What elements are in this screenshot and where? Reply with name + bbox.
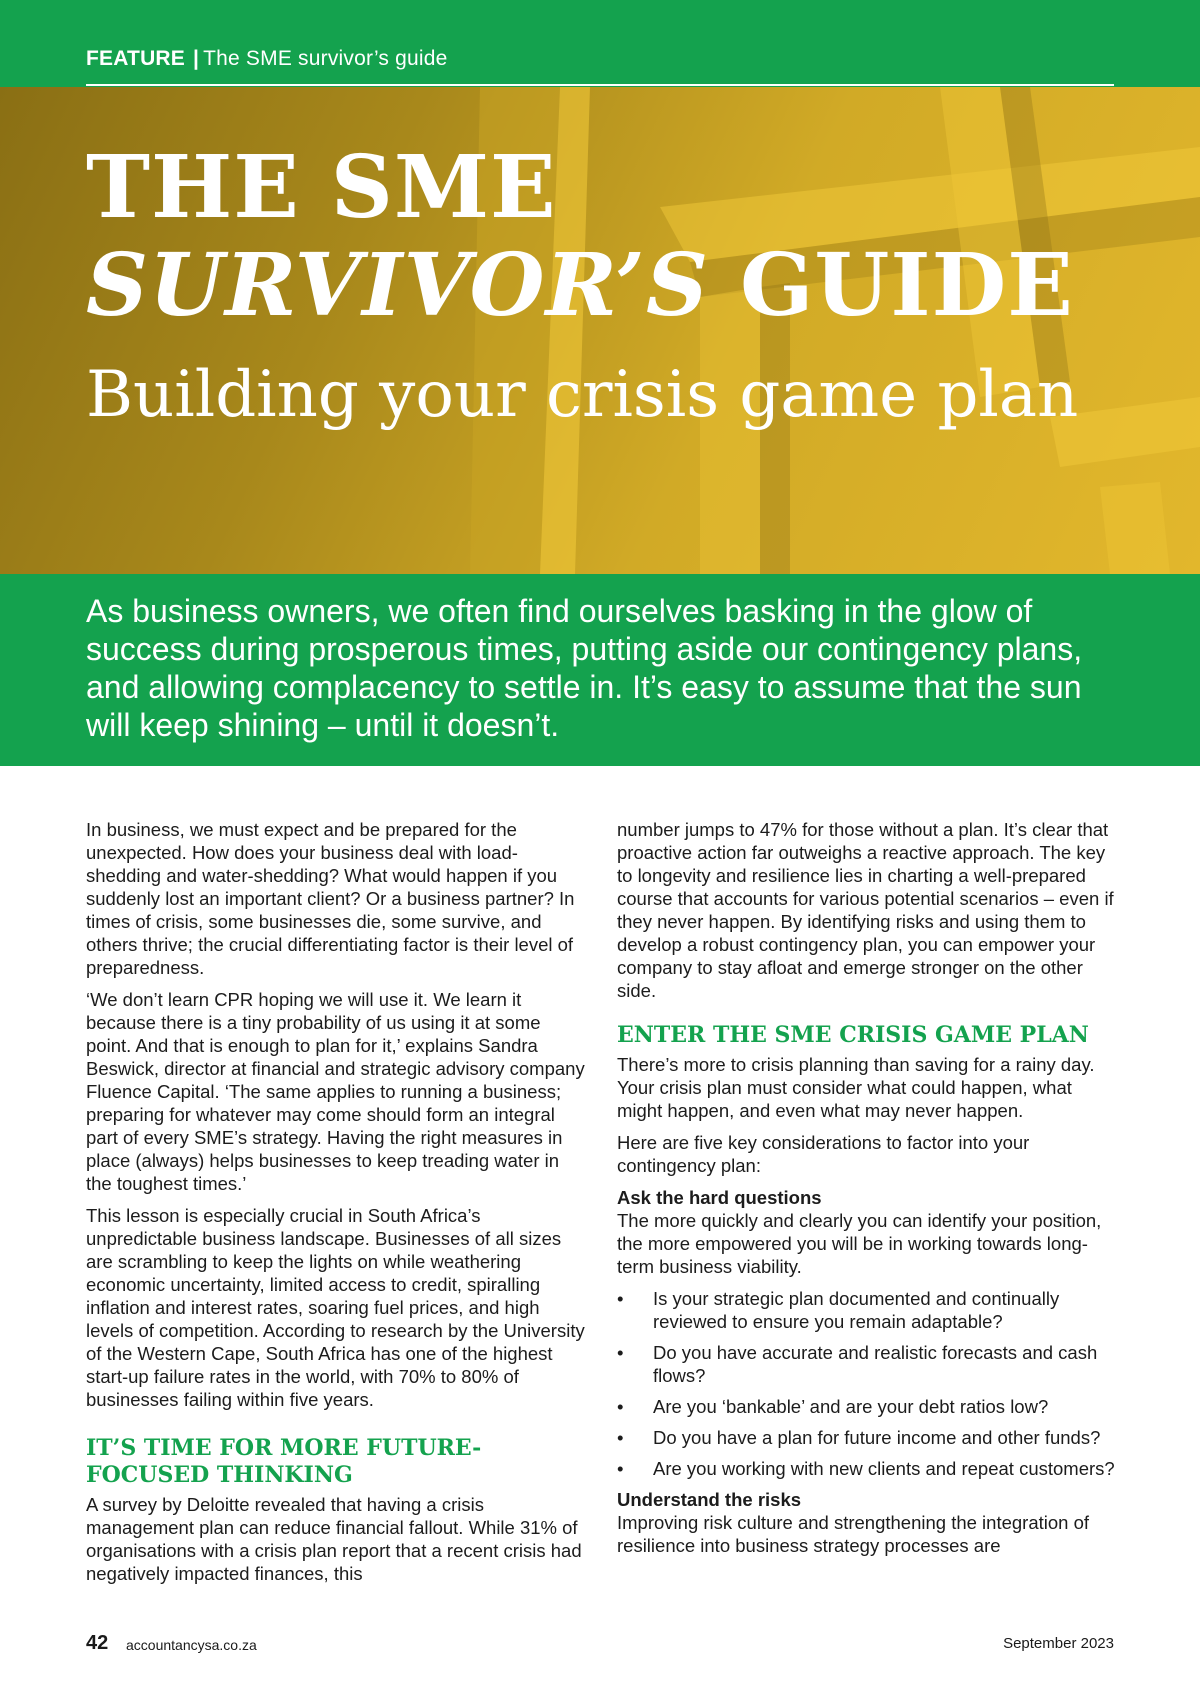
paragraph: This lesson is especially crucial in South Africa’s unpredictable business landscape. Businesses of all sizes are scrambling to keep the lights on while weathering economic uncertainty, limited access to credit, spiralling inflation and interest rates, soaring fuel prices, and high levels of competition. According to research by the University of the Western Cape, South Africa has one of the highest start-up failure rates in the world, with 70% to 80% of businesses failing within five years. [86,1205,585,1410]
page-number: 42 [86,1632,109,1654]
bullet-list [617,1287,1117,1480]
section-heading: IT’S TIME FOR MORE FUTURE-FOCUSED THINKING [86,1435,482,1488]
list-item-text: Do you have accurate and realistic forecasts and cash flows? [653,1342,1098,1386]
article-column-left [86,818,586,1594]
issue-date: September 2023 [1003,1635,1114,1652]
list-item [617,1287,1117,1333]
paragraph: A survey by Deloitte revealed that having a crisis management plan can reduce financial fallout. While 31% of organisations with a crisis plan report that a recent crisis had negatively impacted finances, this [86,1494,582,1584]
section-name: FEATURE [86,47,186,70]
headline-guide-word: GUIDE [709,235,1074,336]
article-column-right [617,818,1117,1566]
paragraph: Improving risk culture and strengthening the integration of resilience into business strategy processes are [617,1512,1090,1556]
paragraph: Here are five key considerations to factor into your contingency plan: [617,1132,1030,1176]
section-heading: ENTER THE SME CRISIS GAME PLAN [617,1022,1089,1048]
paragraph: number jumps to 47% for those without a plan. It’s clear that proactive action far outweighs a reactive approach. The key to longevity and resilience lies in charting a well-prepared course that accounts for various potential scenarios – even if they never happen. By identifying risks and using them to develop a robust contingency plan, you can empower your company to stay afloat and emerge stronger on the other side. [617,819,1114,1001]
section-label [86,47,448,71]
subheading: Understand the risks [617,1489,802,1510]
headline-italic-word: SURVIVOR’S [86,235,710,336]
bullet-icon: • [617,1396,624,1417]
paragraph: There’s more to crisis planning than saving for a rainy day. Your crisis plan must consider what could happen, what might happen, and even what may never happen. [617,1054,1095,1121]
bullet-icon: • [617,1288,624,1309]
section-header-bar [0,0,1200,87]
list-item [617,1426,1117,1449]
headline-subtitle: Building your crisis game plan [86,358,1079,432]
page-footer [86,1632,1114,1662]
bullet-icon: • [617,1427,624,1448]
paragraph: In business, we must expect and be prepared for the unexpected. How does your business deal with load-shedding and water-shedding? What would happen if you suddenly lost an important client? Or a business partner? In times of crisis, some businesses die, some survive, and others thrive; the crucial differentiating factor is their level of preparedness. [86,819,575,978]
paragraph: The more quickly and clearly you can identify your position, the more empowered you will be in working towards long-term business viability. [617,1210,1102,1277]
standfirst-box [0,574,1200,766]
subheading: Ask the hard questions [617,1187,822,1208]
bullet-icon: • [617,1342,624,1363]
list-item-text: Do you have a plan for future income and other funds? [653,1427,1101,1448]
section-topic: The SME survivor’s guide [203,47,448,70]
headline-line-2 [86,235,1074,336]
list-item [617,1341,1117,1387]
standfirst-text: As business owners, we often find ourselves basking in the glow of success during prosperous times, putting aside our contingency plans, and allowing complacency to settle in. It’s easy to assume that the sun will keep shining – until it doesn’t. [86,593,1083,743]
list-item-text: Are you ‘bankable’ and are your debt ratios low? [653,1396,1049,1417]
list-item-text: Is your strategic plan documented and continually reviewed to ensure you remain adaptable? [653,1288,1060,1332]
hero-banner [0,87,1200,574]
bullet-icon: • [617,1458,624,1479]
paragraph: ‘We don’t learn CPR hoping we will use it. We learn it because there is a tiny probability of us using it at some point. And that is enough to plan for it,’ explains Sandra Beswick, director at financial and strategic advisory company Fluence Capital. ‘The same applies to running a business; preparing for whatever may come should form an integral part of every SME’s strategy. Having the right measures in place (always) helps businesses to keep treading water in the toughest times.’ [86,989,585,1194]
website-link[interactable]: accountancysa.co.za [126,1637,257,1653]
list-item-text: Are you working with new clients and repeat customers? [653,1458,1115,1479]
section-separator: | [193,47,200,70]
header-rule [86,84,1114,86]
headline-line-1: THE SME [86,137,557,238]
list-item [617,1457,1117,1480]
list-item [617,1395,1117,1418]
